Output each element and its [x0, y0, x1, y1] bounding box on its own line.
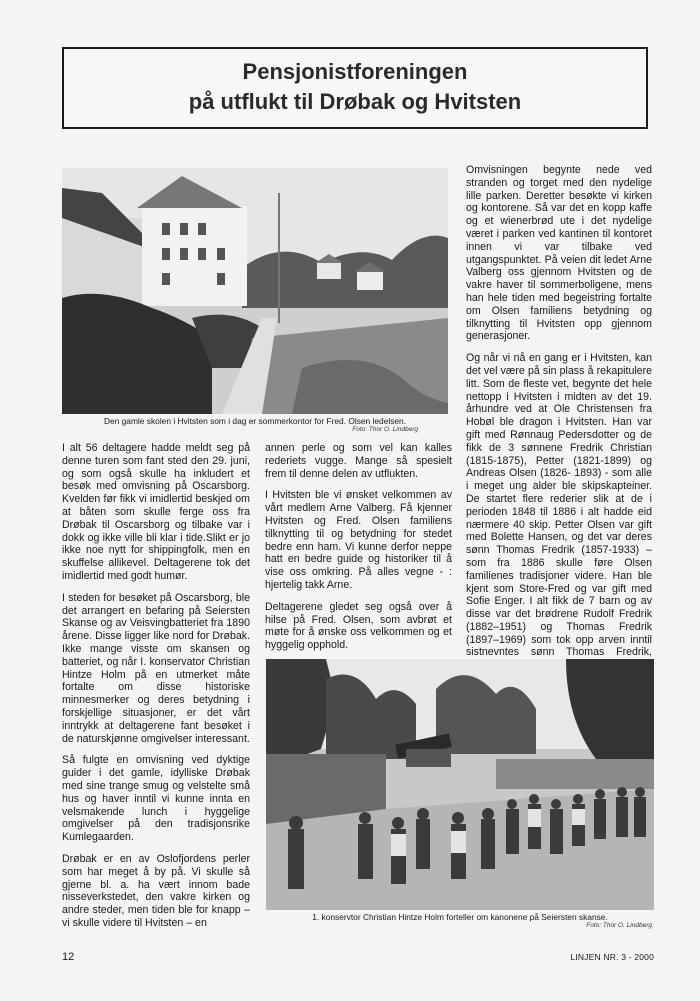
- paragraph: I Hvitsten ble vi ønsket velkommen av vårt medlem Arne Valberg. Få kjenner Hvitsten og Fred. Olsen familiens tilknytting til og betydning for stedet bedre enn ham. Vi kunne derfor neppe hatt en bedre guide og historiker til å vise oss omkring. På alles vegne - : hjertelig takk Arne.: [265, 489, 452, 591]
- photo-seiersten-group: [266, 659, 654, 910]
- paragraph: Så fulgte en omvisning ved dyktige guider i det gamle, idylliske Drøbak med sine trange smug og velstelte små hus og haver inntil vi kunne innta en velsmakende lunch i hyggelige omgivelser på den tradisjonsrike Kumlegaarden.: [62, 754, 250, 844]
- issue-label: LINJEN NR. 3 - 2000: [570, 952, 654, 962]
- photo1-caption: Den gamle skolen i Hvitsten som i dag er sommerkontor for Fred. Olsen ledelsen.: [103, 416, 407, 426]
- photo2-credit: Foto: Thor O. Lindberg: [586, 922, 652, 929]
- paragraph: Omvisningen begynte nede ved stranden og torget med den nydelige lille parken. Deretter besøkte vi kirken og kontorene. Så var det en kopp kaffe og et wienerbrød ute i det nydelige været i parken ved kantinen til kontoret innen vi var tilbake ved utgangspunktet. På veien dit ledet Arne Valberg oss gjennom Hvitsten og de vakre haver til sommerboligene, mens han hele tiden med begeistring fortalte om Olsen familiens betydning og tilknytting til Hvitsten opp gjennom generasjoner.: [466, 164, 652, 343]
- article-column-3: [466, 164, 652, 681]
- paragraph: annen perle og som vel kan kalles rederiets vugge. Mange så spesielt frem til denne delen av utflukten.: [265, 442, 452, 480]
- paragraph: Og når vi nå en gang er i Hvitsten, kan det vel være på sin plass å rekapitulere litt. Som de fleste vet, begynte det hele nettopp i Hvitsten i midten av det 19. århundre ved at Ole Christensen fra Hobøl ble dragon i Hvitsten. Han var gift med Rønnaug Pedersdotter og de fikk de 3 sønnene Fredrik Christian (1815-1875), Petter (1821-1899) og Andreas Olsen (1826- 1893) - som alle i meget ung alder ble skipskapteiner. De startet flere rederier slik at de i perioden 1848 til 1886 i alt hadde eid nærmere 40 skip. Petter Olsen var gift med Bolette Hansen, og det var deres sønn Thomas Fredrik (1857-1933) – som fra 1886 skulle føre Olsen familienes tradisjoner videre. Han ble kjent som Store-Fred og var gift med Sofie Enger. I alt fikk de 7 barn og av disse var det brødrene Rudolf Fredrik (1882–1951) og Thomas Fredrik (1897–1969) som tok opp arven inntil sistnevntes sønn Thomas Fredrik,: [466, 352, 652, 659]
- subheadline: på utflukt til Drøbak og Hvitsten: [188, 89, 522, 114]
- article-column-2: [265, 442, 452, 661]
- headline: Pensjonistforeningen: [242, 59, 468, 84]
- photo2-caption: 1. konservtor Christian Hintze Holm forteller om kanonene på Seiersten skanse.: [312, 912, 608, 922]
- paragraph: I alt 56 deltagere hadde meldt seg på denne turen som fant sted den 29. juni, og som også skulle ha inkludert et besøk med omvisning på Oscarsborg. Kvelden før fikk vi imidlertid beskjed om at båten som skulle ferge oss fra Drøbak til Oscarsborg og tilbake var i dokk og ikke ville bli klar i tide.Slikt er jo ikke noe nytt for shippingfolk, men en skuffelse allikevel. Deltagerene tok det imidlertid med godt humør.: [62, 442, 250, 582]
- paragraph: I steden for besøket på Oscarsborg, ble det arrangert en befaring på Seiersten Skanse og av Veisvingbatteriet fra 1890 årene. Disse ligger like nord for Drøbak. Ikke mange visste om skansen og batteriet, og når I. konservator Christian Hintze Holm på en utmerket måte fortalte om disse historiske minnesmerker og deres betydning i forskjellige situasjoner, er det vårt inntrykk at deltagerene fant besøket i de naturskjønne omgivelser interessant.: [62, 591, 250, 745]
- paragraph: Drøbak er en av Oslofjordens perler som har meget å by på. Vi skulle så gjerne bl. a. ha vært innom bade nisseverkstedet, den vakre kirken og andre steder, men tiden ble for knapp – vi skulle videre til Hvitsten – en: [62, 852, 250, 929]
- photo1-credit: Foto: Thor O. Lindberg: [352, 426, 418, 433]
- photo-hvitsten-school: [62, 168, 448, 414]
- paragraph: Deltagerene gledet seg også over å hilse på Fred. Olsen, som avbrøt et møte for å ønske oss velkommen og et hyggelig opphold.: [265, 600, 452, 652]
- page-number: 12: [62, 951, 75, 963]
- article-column-1: [62, 442, 250, 939]
- headline-box: [62, 47, 648, 129]
